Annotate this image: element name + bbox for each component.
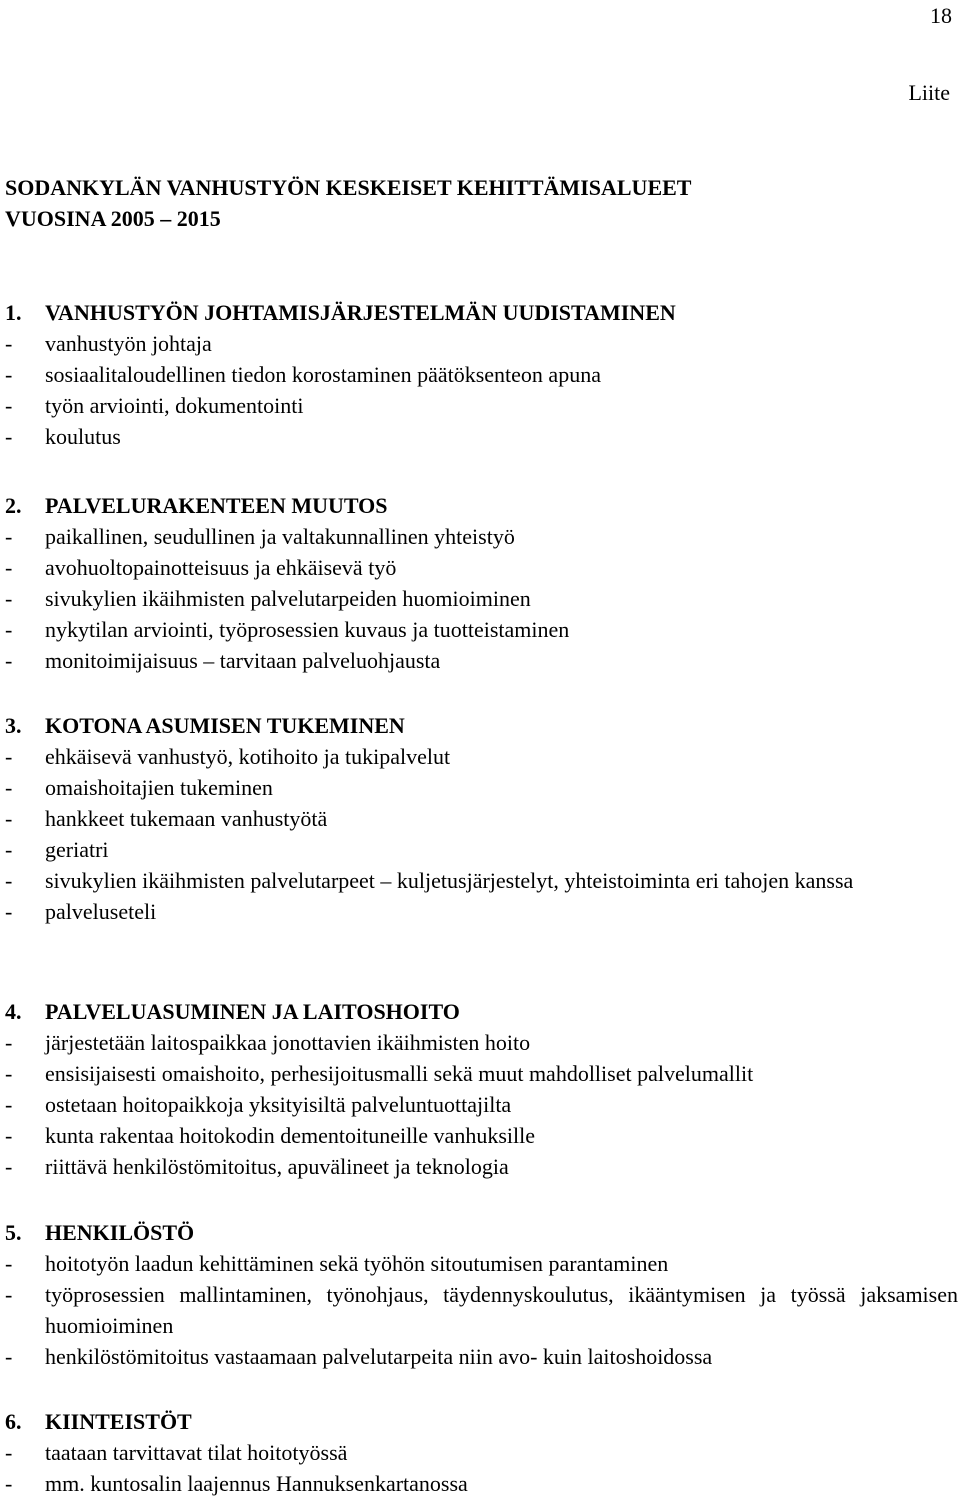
dash-bullet: - [5,617,13,642]
list-item: - geriatri [5,834,958,865]
section-heading [5,996,958,1027]
section-number: 1. [5,300,22,325]
list-item: - mm. kuntosalin laajennus Hannuksenkartanossa [5,1468,958,1499]
dash-bullet: - [5,586,13,611]
section-title: HENKILÖSTÖ [45,1220,195,1245]
list-item: - henkilöstömitoitus vastaamaan palvelutarpeita niin avo- kuin laitoshoidossa [5,1341,958,1372]
list-item: - ostetaan hoitopaikkoja yksityisiltä palveluntuottajilta [5,1089,958,1120]
section-title: KIINTEISTÖT [45,1409,192,1434]
list-item: - järjestetään laitospaikkaa jonottavien ikäihmisten hoito [5,1027,958,1058]
section-5 [5,1217,958,1372]
list-item: - riittävä henkilöstömitoitus, apuvälineet ja teknologia [5,1151,958,1182]
list-item: - työn arviointi, dokumentointi [5,390,958,421]
dash-bullet: - [5,1030,13,1055]
dash-bullet: - [5,806,13,831]
dash-bullet: - [5,744,13,769]
dash-bullet: - [5,1440,13,1465]
section-list [5,1437,958,1499]
list-item: - palveluseteli [5,896,958,927]
document-title-line-1: SODANKYLÄN VANHUSTYÖN KESKEISET KEHITTÄMISALUEET [5,175,692,200]
dash-bullet: - [5,1282,13,1307]
section-title: PALVELUASUMINEN JA LAITOSHOITO [45,999,460,1024]
list-item: - avohuoltopainotteisuus ja ehkäisevä työ [5,552,958,583]
dash-bullet: - [5,331,13,356]
list-item: - taataan tarvittavat tilat hoitotyössä [5,1437,958,1468]
dash-bullet: - [5,1251,13,1276]
list-item: - kunta rakentaa hoitokodin dementoituneille vanhuksille [5,1120,958,1151]
dash-bullet: - [5,837,13,862]
section-list [5,741,958,927]
list-item: - ehkäisevä vanhustyö, kotihoito ja tukipalvelut [5,741,958,772]
section-number: 2. [5,493,22,518]
section-heading [5,710,958,741]
section-number: 6. [5,1409,22,1434]
section-list [5,521,958,676]
dash-bullet: - [5,1344,13,1369]
list-item: - paikallinen, seudullinen ja valtakunnallinen yhteistyö [5,521,958,552]
list-item: - nykytilan arviointi, työprosessien kuvaus ja tuotteistaminen [5,614,958,645]
dash-bullet: - [5,775,13,800]
list-item: - hoitotyön laadun kehittäminen sekä työhön sitoutumisen parantaminen [5,1248,958,1279]
dash-bullet: - [5,393,13,418]
section-heading [5,297,958,328]
list-item: - sosiaalitaloudellinen tiedon korostaminen päätöksenteon apuna [5,359,958,390]
list-item: - hankkeet tukemaan vanhustyötä [5,803,958,834]
list-item: - ensisijaisesti omaishoito, perhesijoitusmalli sekä muut mahdolliset palvelumallit [5,1058,958,1089]
section-heading [5,490,958,521]
section-heading [5,1217,958,1248]
section-list [5,1027,958,1182]
page-number: 18 [930,3,952,28]
section-heading [5,1406,958,1437]
section-list [5,1248,958,1372]
appendix-label: Liite [908,80,950,105]
list-item: - sivukylien ikäihmisten palvelutarpeet – kuljetusjärjestelyt, yhteistoiminta eri tahojen kanssa [5,865,958,896]
section-title: KOTONA ASUMISEN TUKEMINEN [45,713,405,738]
dash-bullet: - [5,555,13,580]
dash-bullet: - [5,1092,13,1117]
section-6 [5,1406,958,1499]
dash-bullet: - [5,362,13,387]
document-title-line-2: VUOSINA 2005 – 2015 [5,206,221,231]
section-number: 4. [5,999,22,1024]
dash-bullet: - [5,1471,13,1496]
section-1 [5,297,958,452]
section-number: 5. [5,1220,22,1245]
document-title [5,172,691,234]
section-2 [5,490,958,676]
list-item: - koulutus [5,421,958,452]
dash-bullet: - [5,868,13,893]
dash-bullet: - [5,1123,13,1148]
dash-bullet: - [5,648,13,673]
section-4 [5,996,958,1182]
section-title: VANHUSTYÖN JOHTAMISJÄRJESTELMÄN UUDISTAMINEN [45,300,676,325]
dash-bullet: - [5,1154,13,1179]
dash-bullet: - [5,424,13,449]
dash-bullet: - [5,1061,13,1086]
list-item: - monitoimijaisuus – tarvitaan palveluohjausta [5,645,958,676]
section-list [5,328,958,452]
list-item: - sivukylien ikäihmisten palvelutarpeiden huomioiminen [5,583,958,614]
list-item: - vanhustyön johtaja [5,328,958,359]
dash-bullet: - [5,524,13,549]
section-3 [5,710,958,927]
list-item: - työprosessien mallintaminen, työnohjaus, täydennyskoulutus, ikääntymisen ja työssä jaksamisen huomioiminen [5,1279,958,1341]
section-number: 3. [5,713,22,738]
dash-bullet: - [5,899,13,924]
list-item: - omaishoitajien tukeminen [5,772,958,803]
section-title: PALVELURAKENTEEN MUUTOS [45,493,388,518]
